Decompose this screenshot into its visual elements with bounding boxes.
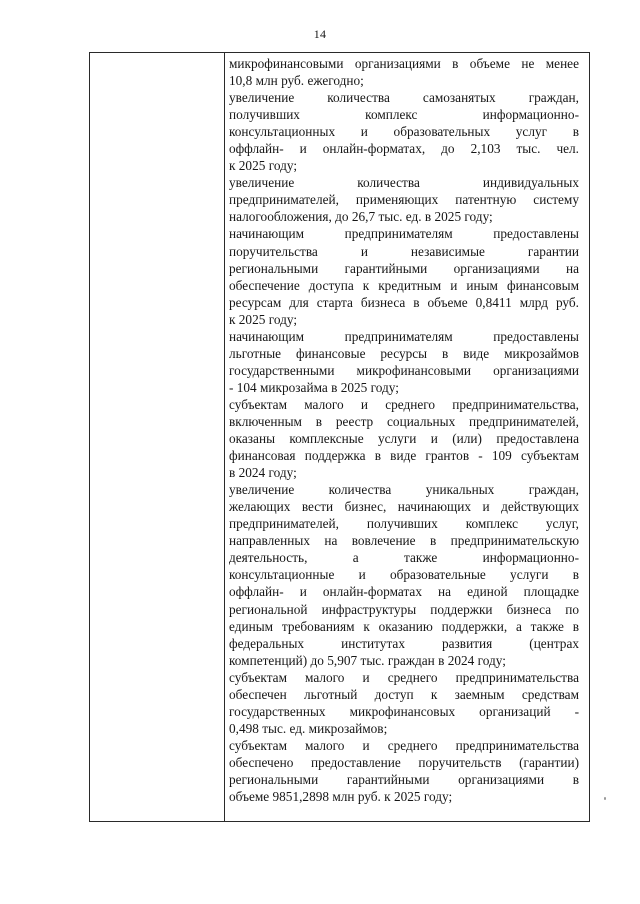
paragraph [229,174,579,225]
text-line: 10,8 млн руб. ежегодно; [229,73,364,89]
text-line: деятельность, а также информационно- [229,550,579,566]
text-line: обеспечение доступа к кредитным и иным финансовым [229,277,579,293]
text-line: микрофинансовыми организациями в объеме не менее [229,56,579,71]
text-line: субъектам малого и среднего предпринимательства [229,737,579,753]
text-line: субъектам малого и среднего предпринимательства, [229,396,579,412]
text-line: включенным в реестр социальных предпринимателей, [229,413,579,429]
text-line: оказаны комплексные услуги и (или) предоставлена [229,431,579,447]
text-line: обеспечен льготный доступ к заемным средствам [229,686,579,702]
paragraph [229,481,579,669]
text-line: налогообложения, до 26,7 тыс. ед. в 2025 году; [229,209,493,225]
paragraph [229,55,579,89]
text-line: предпринимателей, получивших комплекс услуг, [229,516,579,532]
text-line: 0,498 тыс. ед. микрозаймов; [229,720,388,736]
text-line: к 2025 году; [229,158,298,174]
document-table [89,52,590,822]
table-cell-text [229,55,579,805]
paragraph [229,225,579,327]
paragraph [229,396,579,481]
paragraph [229,737,579,805]
text-line: увеличение количества самозанятых граждан, [229,90,579,106]
text-line: компетенций) до 5,907 тыс. граждан в 2024 году; [229,652,506,668]
text-line: оффлайн- и онлайн-форматах, до 2,103 тыс. чел. [229,141,579,157]
text-line: ресурсам для старта бизнеса в объеме 0,8411 млрд руб. [229,294,579,310]
paragraph [229,328,579,396]
text-line: получивших комплекс информационно- [229,107,579,123]
text-line: финансовая поддержка в виде грантов - 109 субъектам [229,448,579,464]
text-line: поручительства и независимые гарантии [229,243,579,259]
text-line: увеличение количества уникальных граждан, [229,482,579,498]
text-line: региональной инфраструктуры поддержки бизнеса по [229,601,579,617]
text-line: консультационные и образовательные услуги в [229,567,579,583]
text-line: обеспечено предоставление поручительств (гарантии) [229,754,579,770]
text-line: субъектам малого и среднего предпринимательства [229,669,579,685]
text-line: в 2024 году; [229,465,297,481]
text-line: желающих вести бизнес, начинающих и действующих [229,499,579,515]
paragraph [229,669,579,737]
text-line: федеральных институтах развития (центрах [229,635,579,651]
text-line: предпринимателей, применяющих патентную систему [229,192,579,208]
text-line: единым требованиям к оказанию поддержки, а также в [229,618,579,634]
text-line: объеме 9851,2898 млн руб. к 2025 году; [229,789,453,805]
text-line: к 2025 году; [229,311,298,327]
text-line: консультационных и образовательных услуг в [229,124,579,140]
text-line: начинающим предпринимателям предоставлены [229,226,579,242]
text-line: направленных на вовлечение в предпринимательскую [229,533,579,549]
text-line: - 104 микрозайма в 2025 году; [229,379,399,395]
paragraph [229,89,579,174]
text-line: региональными гарантийными организациями в [229,771,579,787]
text-line: оффлайн- и онлайн-форматах на единой площадке [229,584,579,600]
scan-speck [604,797,606,800]
text-line: льготные финансовые ресурсы в виде микрозаймов [229,345,579,361]
text-line: увеличение количества индивидуальных [229,175,579,191]
text-line: государственных микрофинансовых организаций - [229,703,579,719]
text-line: региональными гарантийными организациями на [229,260,579,276]
page-number: 14 [313,27,327,41]
text-line: начинающим предпринимателям предоставлены [229,328,579,344]
text-line: государственными микрофинансовыми организациями [229,362,579,378]
column-divider [224,53,225,821]
